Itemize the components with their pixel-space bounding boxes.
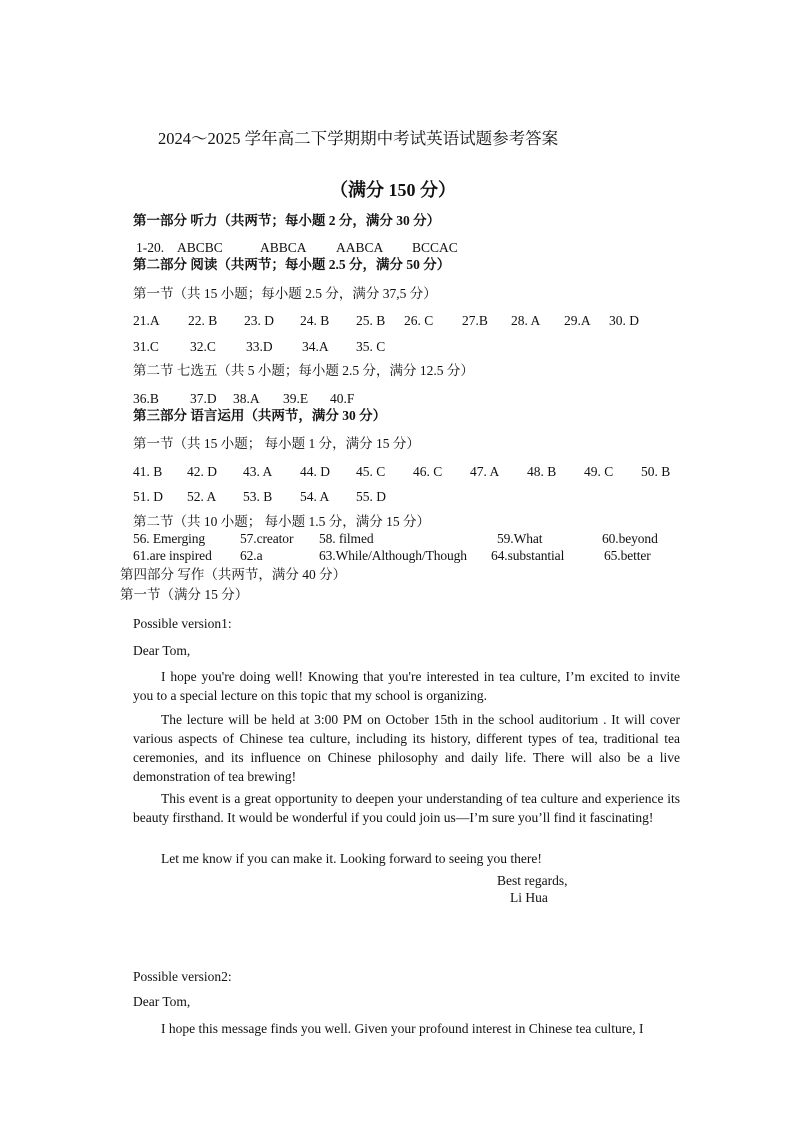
answer-item: ABCBC: [177, 240, 223, 255]
answer-item: 47. A: [470, 464, 500, 479]
letter-signature: Li Hua: [510, 890, 548, 905]
section-heading: 第一节（满分 15 分）: [120, 587, 249, 602]
answer-item: 21.A: [133, 313, 160, 328]
answer-item: 44. D: [300, 464, 330, 479]
answer-item: 34.A: [302, 339, 329, 354]
letter-paragraph: I hope this message finds you well. Given your profound interest in Chinese tea culture, I: [161, 1021, 644, 1036]
answer-item: 49. C: [584, 464, 614, 479]
answer-item: 37.D: [190, 391, 217, 406]
letter-paragraph: I hope you're doing well! Knowing that you're interested in tea culture, I’m excited to invite you to a special lecture on this topic that my school is organizing.: [133, 669, 680, 703]
answer-item: 46. C: [413, 464, 443, 479]
answer-item: 29.A: [564, 313, 591, 328]
answer-item: 55. D: [356, 489, 386, 504]
answer-item: 56. Emerging: [133, 531, 206, 546]
answer-item: 31.C: [133, 339, 159, 354]
answer-item: BCCAC: [412, 240, 458, 255]
part1-heading: 第一部分 听力（共两节；每小题 2 分，满分 30 分）: [133, 213, 441, 228]
answer-item: 35. C: [356, 339, 386, 354]
answer-item: 57.creator: [240, 531, 294, 546]
section-heading: 第一节（共 15 小题；每小题 2.5 分，满分 37,5 分）: [133, 286, 437, 301]
answer-item: 61.are inspired: [133, 548, 212, 563]
answer-item: 39.E: [283, 391, 309, 406]
answer-item: 45. C: [356, 464, 386, 479]
part4-heading: 第四部分 写作（共两节，满分 40 分）: [120, 567, 347, 582]
section-heading: 第一节（共 15 小题； 每小题 1 分，满分 15 分）: [133, 436, 420, 451]
answer-item: 51. D: [133, 489, 163, 504]
answer-item: 52. A: [187, 489, 217, 504]
answer-item: 60.beyond: [602, 531, 658, 546]
section-heading: 第二节 七选五（共 5 小题；每小题 2.5 分，满分 12.5 分）: [133, 363, 474, 378]
answer-item: 38.A: [233, 391, 260, 406]
answer-item: 64.substantial: [491, 548, 565, 563]
part2-heading: 第二部分 阅读（共两节；每小题 2.5 分，满分 50 分）: [133, 257, 451, 272]
answer-item: 42. D: [187, 464, 217, 479]
answer-item: 25. B: [356, 313, 386, 328]
answer-item: 62.a: [240, 548, 263, 563]
letter-paragraph: Let me know if you can make it. Looking forward to seeing you there!: [161, 851, 542, 866]
answer-item: 22. B: [188, 313, 218, 328]
answer-item: 1-20.: [136, 240, 165, 255]
answer-item: 33.D: [246, 339, 273, 354]
section-heading: 第二节（共 10 小题； 每小题 1.5 分，满分 15 分）: [133, 514, 430, 529]
full-score: （满分 150 分）: [330, 180, 456, 200]
answer-item: 65.better: [604, 548, 651, 563]
answer-item: 23. D: [244, 313, 274, 328]
letter-paragraph: The lecture will be held at 3:00 PM on October 15th in the school auditorium . It will cover various aspects of Chinese tea culture, including its history, different types of tea, traditional tea ceremonies, and its influence on Chinese philosophy and daily life. There will also be a live demonstration of tea brewing!: [133, 712, 680, 784]
answer-item: 32.C: [190, 339, 216, 354]
answer-item: 59.What: [497, 531, 543, 546]
answer-item: 58. filmed: [319, 531, 374, 546]
answer-item: 43. A: [243, 464, 273, 479]
answer-item: 63.While/Although/Though: [319, 548, 467, 563]
answer-item: 54. A: [300, 489, 330, 504]
letter-greeting: Dear Tom,: [133, 994, 191, 1009]
answer-item: 24. B: [300, 313, 330, 328]
letter-closing: Best regards,: [497, 873, 568, 888]
letter-greeting: Dear Tom,: [133, 643, 191, 658]
answer-item: 27.B: [462, 313, 488, 328]
answer-item: 41. B: [133, 464, 163, 479]
answer-item: 53. B: [243, 489, 273, 504]
letter-paragraph: This event is a great opportunity to deepen your understanding of tea culture and experience its beauty firsthand. It would be wonderful if you could join us—I’m sure you’ll find it fascinating!: [133, 791, 680, 825]
answer-item: 36.B: [133, 391, 159, 406]
answer-item: 30. D: [609, 313, 639, 328]
answer-item: 40.F: [330, 391, 355, 406]
answer-item: 28. A: [511, 313, 541, 328]
version-label: Possible version1:: [133, 616, 232, 631]
page-title: 2024～2025 学年高二下学期期中考试英语试题参考答案: [158, 129, 559, 148]
answer-item: AABCA: [336, 240, 384, 255]
answer-item: 50. B: [641, 464, 671, 479]
answer-item: 48. B: [527, 464, 557, 479]
part3-heading: 第三部分 语言运用（共两节，满分 30 分）: [133, 408, 387, 423]
answer-item: ABBCA: [260, 240, 307, 255]
version-label: Possible version2:: [133, 969, 232, 984]
answer-item: 26. C: [404, 313, 434, 328]
